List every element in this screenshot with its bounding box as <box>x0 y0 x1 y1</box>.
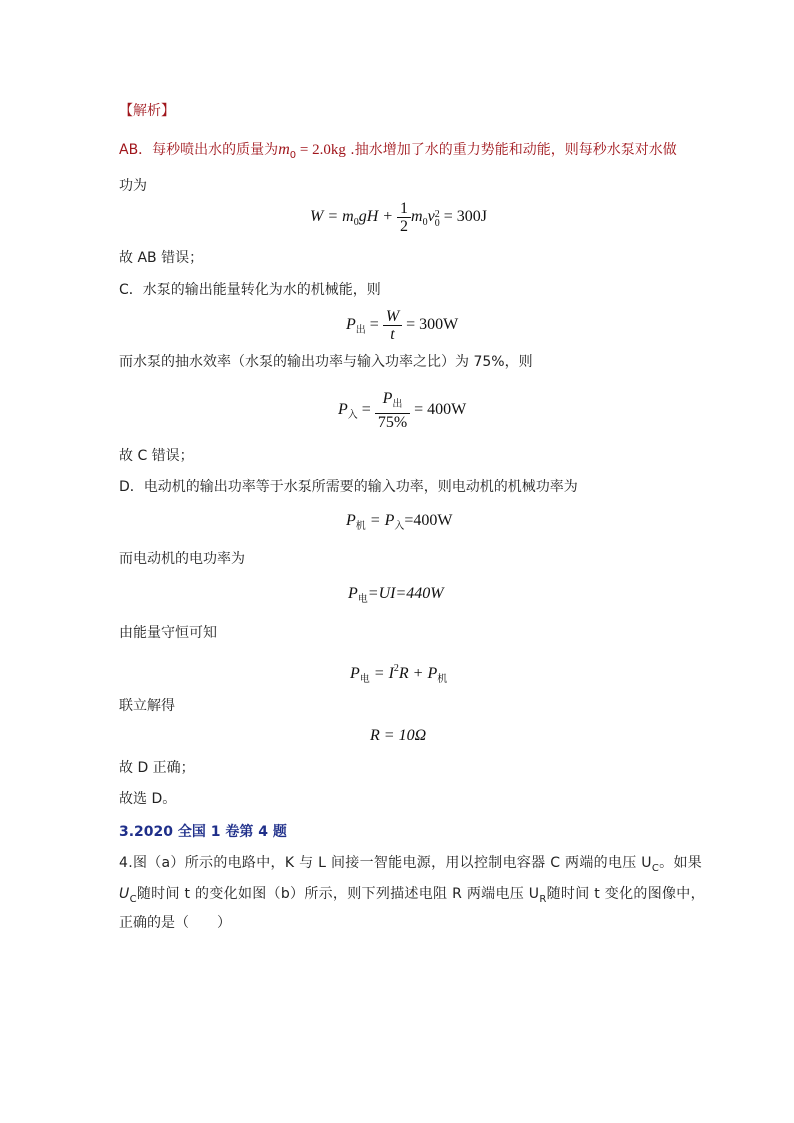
equation-p-out: $P_出$ = $\frac{W}{t}$ = 300W <box>346 308 459 343</box>
eq3-sup: 2 <box>393 663 399 674</box>
eq-half-frac <box>397 200 411 235</box>
q3-u-sub: C <box>129 894 137 905</box>
mass-sub: 0 <box>289 150 297 161</box>
p-out-over-75 <box>375 390 410 431</box>
eq2-val: =UI=440W <box>367 585 444 602</box>
ab-conclusion: 故 AB 错误； <box>119 250 204 266</box>
eq1-val: =400W <box>404 512 453 529</box>
equation-r: R = 10Ω <box>370 727 427 744</box>
ab-cont: 功为 <box>119 178 147 194</box>
frac-num-p: P <box>382 390 393 407</box>
ab-post: .抽水增加了水的重力势能和动能，则每秒水泵对水做 <box>345 142 677 158</box>
eq3-r-sub: 机 <box>437 674 448 685</box>
p-ji-sub: 机 <box>355 521 366 532</box>
eq-half-den: 2 <box>400 218 409 235</box>
c-line1: C．水泵的输出能量转化为水的机械能，则 <box>119 282 381 298</box>
eq1-mid: = P <box>365 512 395 529</box>
w-over-t <box>383 308 402 343</box>
eq-v: v <box>427 208 435 226</box>
mass-symbol: m <box>278 141 290 158</box>
eq-m-sub: 0 <box>353 217 359 229</box>
p-in-sym: P <box>338 401 348 419</box>
eq-m2-sub: 0 <box>422 217 428 229</box>
q3-text1-sub: C <box>651 863 660 874</box>
p-out-sym: P <box>346 316 356 334</box>
eq3-p-sym: P <box>350 665 360 682</box>
frac-num-sub: 出 <box>392 399 403 410</box>
d-line2: 而电动机的电功率为 <box>119 551 245 567</box>
p-in-val: = 400W <box>410 401 467 419</box>
eq-w-lhs: W = <box>310 208 343 226</box>
frac-den-t: t <box>390 326 395 343</box>
p-ji-sym: P <box>346 512 356 529</box>
q3-line2 <box>119 884 705 910</box>
q3-line1 <box>119 853 702 879</box>
q3-line3: 正确的是（ ） <box>119 915 231 931</box>
p-dian-sub: 电 <box>357 594 368 605</box>
eq-rhs: = 300J <box>439 208 487 226</box>
d-line1: D．电动机的输出功率等于水泵所需要的输入功率，则电动机的机械功率为 <box>119 479 578 495</box>
d-line4: 联立解得 <box>119 698 175 714</box>
q3-text2-sub: R <box>539 894 547 905</box>
eq-half-num: 1 <box>397 200 411 218</box>
d-line3: 由能量守恒可知 <box>119 625 217 641</box>
q3-text1-end: 。如果 <box>659 855 703 871</box>
frac-num-pout <box>375 390 410 414</box>
equation-p-in: $P_入$ = $\frac{P_出}{75\%}$ = 400W <box>338 390 467 431</box>
eq-m2: m <box>411 208 423 226</box>
eq3-mid: = I <box>369 665 394 682</box>
eq3-lhs-sub: 电 <box>359 674 370 685</box>
equation-p-ji <box>346 511 452 537</box>
eq-m: m <box>342 208 354 226</box>
c-conclusion: 故 C 错误； <box>119 448 194 464</box>
eq3-r: R + P <box>398 665 438 682</box>
q3-text1: 4.图（a）所示的电路中，K 与 L 间接一智能电源，用以控制电容器 C 两端的电压 U <box>119 855 652 871</box>
frac-num-w: W <box>383 308 402 326</box>
c-line2: 而水泵的抽水效率（水泵的输出功率与输入功率之比）为 75%，则 <box>119 354 533 370</box>
eq-v-sup: 2 <box>434 209 440 221</box>
q3-u: U <box>119 886 130 902</box>
q3-text2-end: 随时间 t 变化的图像中， <box>546 886 705 902</box>
ab-line <box>119 140 677 166</box>
equation-p-dian <box>348 584 444 610</box>
p-out-val: = 300W <box>402 316 459 334</box>
frac-den-75: 75% <box>377 414 408 431</box>
p-dian-sym: P <box>348 585 358 602</box>
d-conclusion: 故 D 正确； <box>119 760 195 776</box>
eq1-mid-sub: 入 <box>394 521 405 532</box>
q3-heading: 3.2020 全国 1 卷第 4 题 <box>119 824 287 840</box>
eq-v-sub: 0 <box>434 218 440 230</box>
equation-energy <box>350 659 447 690</box>
q3-text2: 随时间 t 的变化如图（b）所示，则下列描述电阻 R 两端电压 U <box>136 886 540 902</box>
analysis-heading: 【解析】 <box>119 103 175 119</box>
mass-value: = 2.0kg <box>296 142 346 158</box>
p-in-sub: 入 <box>347 410 358 422</box>
eq-gh: gH + <box>358 208 398 226</box>
p-out-sub: 出 <box>355 325 366 337</box>
d-final: 故选 D。 <box>119 791 177 807</box>
ab-pre: AB．每秒喷出水的质量为 <box>119 142 279 158</box>
equation-work <box>310 200 487 235</box>
